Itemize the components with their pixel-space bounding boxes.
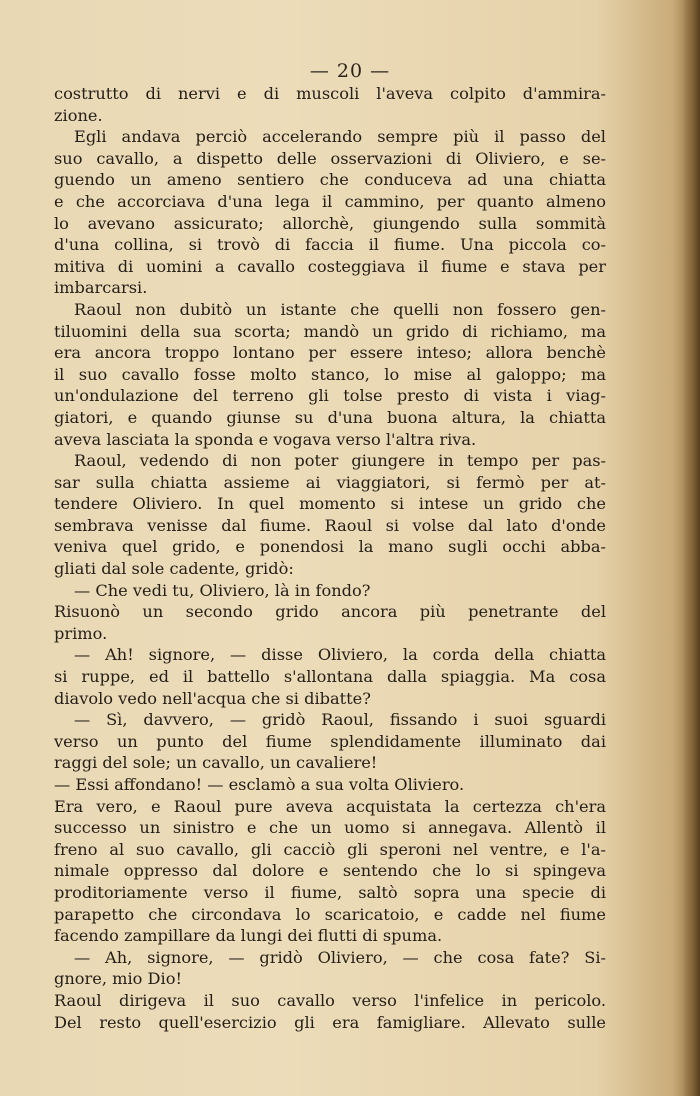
text-line: raggi del sole; un cavallo, un cavaliere! [54, 753, 378, 773]
text-line: — Ah, signore, — gridò Oliviero, — che cosa fate? Si- [74, 947, 606, 967]
text-line: si ruppe, ed il battello s'allontana dalla spiaggia. Ma cosa [54, 667, 606, 687]
page-number: — 20 — [309, 60, 391, 82]
text-line: successo un sinistro e che un uomo si annegava. Allentò il [54, 818, 606, 838]
text-line: d'una collina, si trovò di faccia il fiume. Una piccola co- [54, 235, 606, 255]
text-line: — Essi affondano! — esclamò a sua volta Oliviero. [54, 775, 465, 794]
text-line: era ancora troppo lontano per essere inteso; allora benchè [54, 343, 606, 363]
text-line: sembrava venisse dal fiume. Raoul si volse dal lato d'onde [54, 515, 606, 535]
text-line: imbarcarsi. [54, 278, 148, 298]
text-line: parapetto che circondava lo scaricatoio, e cadde nel fiume [54, 904, 606, 924]
text-line: giatori, e quando giunse su d'una buona altura, la chiatta [54, 407, 606, 427]
text-line: — Ah! signore, — disse Oliviero, la corda della chiatta [74, 645, 606, 665]
text-line: proditoriamente verso il fiume, saltò sopra una specie di [54, 882, 606, 902]
text-line: mitiva di uomini a cavallo costeggiava il fiume e stava per [54, 256, 606, 276]
text-line: lo avevano assicurato; allorchè, giungendo sulla sommità [54, 213, 606, 233]
text-line: nimale oppresso dal dolore e sentendo che lo si spingeva [54, 861, 606, 881]
text-line: sar sulla chiatta assieme ai viaggiatori, si fermò per at- [54, 472, 606, 492]
text-line: facendo zampillare da lungi dei flutti di spuma. [54, 926, 443, 946]
text-line: guendo un ameno sentiero che conduceva ad una chiatta [54, 170, 606, 190]
text-line: un'ondulazione del terreno gli tolse presto di vista i viag- [54, 386, 606, 406]
text-line: gliati dal sole cadente, gridò: [54, 559, 294, 579]
text-line: costrutto di nervi e di muscoli l'aveva colpito d'ammira- [54, 84, 606, 103]
text-line: veniva quel grido, e ponendosi la mano sugli occhi abba- [54, 537, 606, 557]
text-line: aveva lasciata la sponda e vogava verso l'altra riva. [54, 429, 477, 449]
text-line: zione. [54, 105, 103, 125]
text-line: primo. [54, 623, 108, 643]
text-line: tiluomini della sua scorta; mandò un grido di richiamo, ma [54, 321, 606, 341]
text-line: Raoul non dubitò un istante che quelli non fossero gen- [74, 299, 606, 319]
text-line: — Che vedi tu, Oliviero, là in fondo? [74, 580, 371, 600]
text-line: diavolo vedo nell'acqua che si dibatte? [54, 688, 371, 708]
text-line: Risuonò un secondo grido ancora più penetrante del [54, 602, 606, 622]
text-line: e che accorciava d'una lega il cammino, per quanto almeno [54, 191, 606, 211]
text-line: Raoul, vedendo di non poter giungere in tempo per pas- [74, 451, 606, 471]
text-line: Era vero, e Raoul pure aveva acquistata la certezza ch'era [54, 796, 606, 816]
text-line: — Sì, davvero, — gridò Raoul, fissando i suoi sguardi [74, 710, 606, 730]
body-text [54, 83, 606, 1033]
text-line: verso un punto del fiume splendidamente illuminato dai [54, 731, 606, 751]
text-line: Del resto quell'esercizio gli era famigliare. Allevato sulle [54, 1012, 606, 1032]
text-line: Raoul dirigeva il suo cavallo verso l'infelice in pericolo. [54, 990, 606, 1010]
text-line: Egli andava perciò accelerando sempre più il passo del [74, 127, 606, 147]
text-line: tendere Oliviero. In quel momento si intese un grido che [54, 494, 606, 514]
text-line: il suo cavallo fosse molto stanco, lo mise al galoppo; ma [54, 364, 606, 384]
text-line: gnore, mio Dio! [54, 969, 182, 989]
text-line: freno al suo cavallo, gli cacciò gli speroni nel ventre, e l'a- [54, 839, 606, 859]
page-gutter-shadow [682, 0, 700, 1096]
text-line: suo cavallo, a dispetto delle osservazioni di Oliviero, e se- [54, 148, 606, 168]
